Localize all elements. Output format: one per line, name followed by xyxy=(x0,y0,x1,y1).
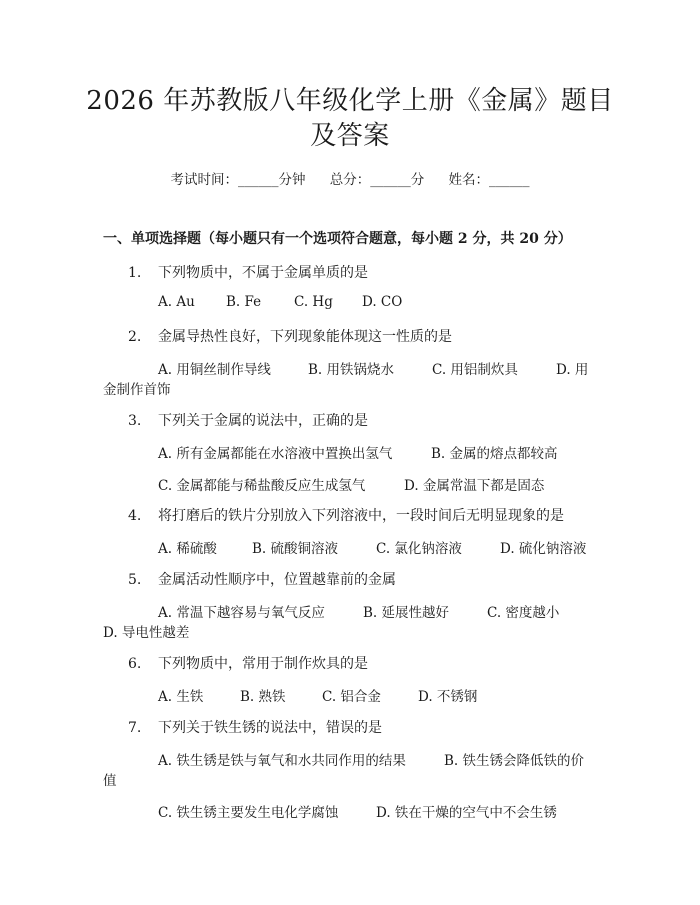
option-a: A. 所有金属都能在水溶液中置换出氢气 xyxy=(158,446,393,462)
question-number: 3. xyxy=(128,413,142,429)
question-5 xyxy=(128,569,396,589)
option-a: A. 用铜丝制作导线 xyxy=(158,362,271,378)
question-3-options-row2 xyxy=(158,474,544,494)
question-text: 金属导热性良好，下列现象能体现这一性质的是 xyxy=(158,329,452,345)
question-4 xyxy=(128,505,564,525)
option-a: A. 生铁 xyxy=(158,689,204,705)
option-c: C. 铝合金 xyxy=(322,689,381,705)
question-text: 金属活动性顺序中，位置越靠前的金属 xyxy=(158,572,396,588)
exam-total-score: 总分：______分 xyxy=(329,172,425,188)
question-number: 4. xyxy=(128,508,142,524)
question-3 xyxy=(128,410,368,430)
exam-time: 考试时间：______分钟 xyxy=(170,172,306,188)
option-a: A. 铁生锈是铁与氧气和水共同作用的结果 xyxy=(158,753,406,769)
option-b: B. 延展性越好 xyxy=(363,605,450,621)
question-6 xyxy=(128,653,368,673)
question-text: 下列物质中，常用于制作炊具的是 xyxy=(158,656,368,672)
option-a: A. 稀硫酸 xyxy=(158,541,217,557)
question-4-options xyxy=(158,537,586,557)
question-3-options xyxy=(158,442,558,462)
page-title-line2: 及答案 xyxy=(310,121,390,151)
option-c: C. 氯化钠溶液 xyxy=(376,541,462,557)
option-c: C. 密度越小 xyxy=(487,605,560,621)
option-c: C. 铁生锈主要发生电化学腐蚀 xyxy=(158,805,339,821)
option-d: D. 金属常温下都是固态 xyxy=(404,478,545,494)
question-text: 将打磨后的铁片分别放入下列溶液中，一段时间后无明显现象的是 xyxy=(158,508,564,524)
option-d: D. 导电性越差 xyxy=(103,625,190,641)
question-2 xyxy=(128,326,452,346)
section-heading: 一、单项选择题（每小题只有一个选项符合题意，每小题 2 分，共 20 分） xyxy=(103,231,572,247)
option-a: A. Au xyxy=(158,294,195,310)
option-b: B. 用铁锅烧水 xyxy=(308,362,395,378)
question-number: 7. xyxy=(128,720,142,736)
option-c: C. Hg xyxy=(294,294,333,310)
option-b: B. Fe xyxy=(226,294,262,310)
question-7-options-row2 xyxy=(158,801,557,821)
option-d: D. 铁在干燥的空气中不会生锈 xyxy=(376,805,557,821)
question-number: 6. xyxy=(128,656,142,672)
exam-info xyxy=(0,168,700,188)
option-a: A. 常温下越容易与氧气反应 xyxy=(158,605,325,621)
question-7-options xyxy=(158,749,584,769)
option-b: B. 金属的熔点都较高 xyxy=(431,446,558,462)
option-d: D. 用 xyxy=(556,362,589,378)
option-b: B. 熟铁 xyxy=(240,689,286,705)
option-d: D. 不锈钢 xyxy=(418,689,478,705)
option-d: D. CO xyxy=(362,294,403,310)
question-6-options xyxy=(158,685,477,705)
question-number: 2. xyxy=(128,329,142,345)
option-d-continued: 金制作首饰 xyxy=(103,382,171,398)
option-b: B. 硫酸铜溶液 xyxy=(252,541,339,557)
option-b: B. 铁生锈会降低铁的价 xyxy=(444,753,585,769)
question-5-options xyxy=(158,601,559,621)
question-1-options xyxy=(158,294,402,310)
question-2-options xyxy=(158,358,588,378)
question-1 xyxy=(128,262,368,282)
question-number: 1. xyxy=(128,265,142,281)
exam-student-name: 姓名：______ xyxy=(448,172,530,188)
option-c: C. 用铝制炊具 xyxy=(432,362,518,378)
option-c: C. 金属都能与稀盐酸反应生成氢气 xyxy=(158,478,366,494)
page-title-line1: 2026 年苏教版八年级化学上册《金属》题目 xyxy=(86,86,614,116)
question-text: 下列关于金属的说法中，正确的是 xyxy=(158,413,368,429)
question-text: 下列关于铁生锈的说法中，错误的是 xyxy=(158,720,382,736)
option-b-continued: 值 xyxy=(103,773,117,789)
question-7 xyxy=(128,717,382,737)
option-d: D. 硫化钠溶液 xyxy=(500,541,587,557)
question-number: 5. xyxy=(128,572,142,588)
question-text: 下列物质中，不属于金属单质的是 xyxy=(158,265,368,281)
